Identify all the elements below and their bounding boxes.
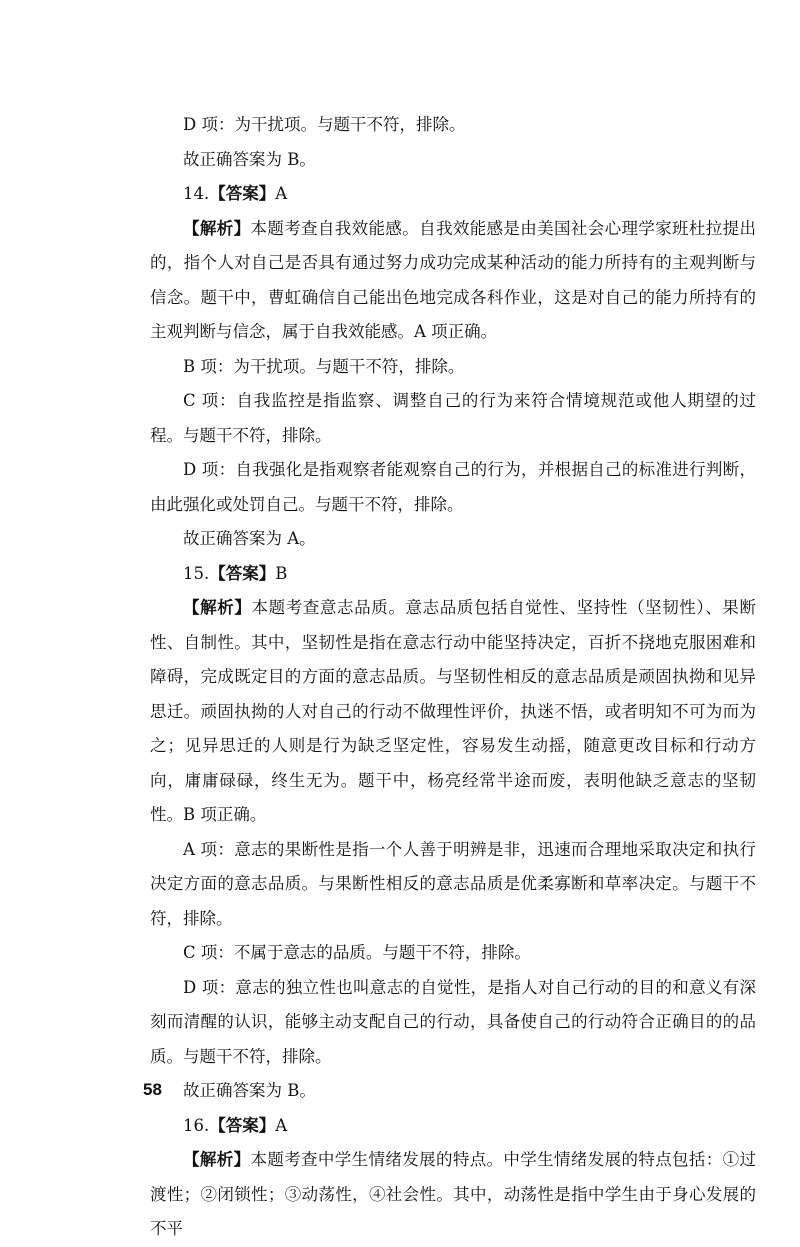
- q14-option-d: D 项：自我强化是指观察者能观察自己的行为，并根据自己的标准进行判断， 由此强化或处罚自己。与题干不符，排除。: [150, 460, 756, 514]
- q15-option-d: D 项：意志的独立性也叫意志的自觉性，是指人对自己行动的目的和意义有深刻而清醒的认识，能够主动支配自己的行动，具备使自己的行动符合正确目的的品质。与题干不符，排除。: [150, 977, 756, 1066]
- q13-conclusion: 故正确答案为 B。: [183, 149, 316, 169]
- q14-answer: A: [275, 184, 288, 203]
- q14-analysis-label: 【解析】: [183, 218, 251, 238]
- q15-analysis: [150, 591, 756, 833]
- q15-option-a: A 项：意志的果断性是指一个人善于明辨是非，迅速而合理地采取决定和执行决定方面的意志品质。与果断性相反的意志品质是优柔寡断和草率决定。与题干不符，排除。: [150, 839, 756, 928]
- q16-analysis: [150, 1143, 756, 1247]
- page-body: [150, 108, 756, 1247]
- q13-option-d: D 项：为干扰项。与题干不符，排除。: [183, 115, 466, 134]
- q16-number: 16.: [183, 1115, 210, 1135]
- q15-number: 15.: [183, 563, 210, 583]
- q15-answer: B: [275, 563, 288, 583]
- q14-answer-line: [150, 177, 756, 212]
- q14-option-b: B 项：为干扰项。与题干不符，排除。: [183, 356, 465, 376]
- q14-conclusion: 故正确答案为 A。: [183, 529, 316, 548]
- q15-analysis-label: 【解析】: [183, 598, 252, 617]
- q14-answer-label: 【答案】: [209, 184, 276, 203]
- q16-analysis-label: 【解析】: [183, 1150, 251, 1169]
- q15-analysis-text: 本题考查意志品质。意志品质包括自觉性、坚持性（坚韧性）、果断性、自制性。其中，坚韧性是指在意志行动中能坚持决定，百折不挠地克服困难和障碍，完成既定目的方面的意志品质。与坚韧性相反的意志品质是顽固执拗和见异思迁。顽固执拗的人对自己的行动不做理性评价，执迷不悟，或者明知不可为而为之；见异思迁的人则是行为缺乏坚定性，容易发生动摇，随意更改目标和行动方向，庸庸碌碌，终生无为。题干中，杨亮经常半途而废，表明他缺乏意志的坚韧性。B 项正确。: [150, 598, 757, 824]
- q15-answer-line: [150, 557, 756, 592]
- q15-option-c: C 项：不属于意志的品质。与题干不符，排除。: [183, 943, 531, 962]
- q14-option-c: C 项：自我监控是指监察、调整自己的行为来符合情境规范或他人期望的过程。与题干不符，排除。: [150, 391, 756, 445]
- q14-analysis-text: 本题考查自我效能感。自我效能感是由美国社会心理学家班杜拉提出的，指个人对自己是否具有通过努力成功完成某种活动的能力所持有的主观判断与信念。题干中，曹虹确信自己能出色地完成各科作业，这是对自己的能力所持有的主观判断与信念，属于自我效能感。A 项正确。: [150, 218, 757, 341]
- q14-analysis: [150, 212, 756, 350]
- q16-answer: A: [275, 1115, 288, 1135]
- q15-answer-label: 【答案】: [209, 563, 276, 583]
- q16-answer-line: [150, 1109, 756, 1144]
- q15-conclusion: 故正确答案为 B。: [183, 1081, 316, 1100]
- q14-number: 14.: [183, 184, 210, 203]
- page-number: 58: [143, 1080, 162, 1099]
- q16-answer-label: 【答案】: [209, 1115, 276, 1135]
- q16-analysis-text: 本题考查中学生情绪发展的特点。中学生情绪发展的特点包括：①过渡性；②闭锁性；③动荡性，④社会性。其中，动荡性是指中学生由于身心发展的不平: [150, 1150, 757, 1238]
